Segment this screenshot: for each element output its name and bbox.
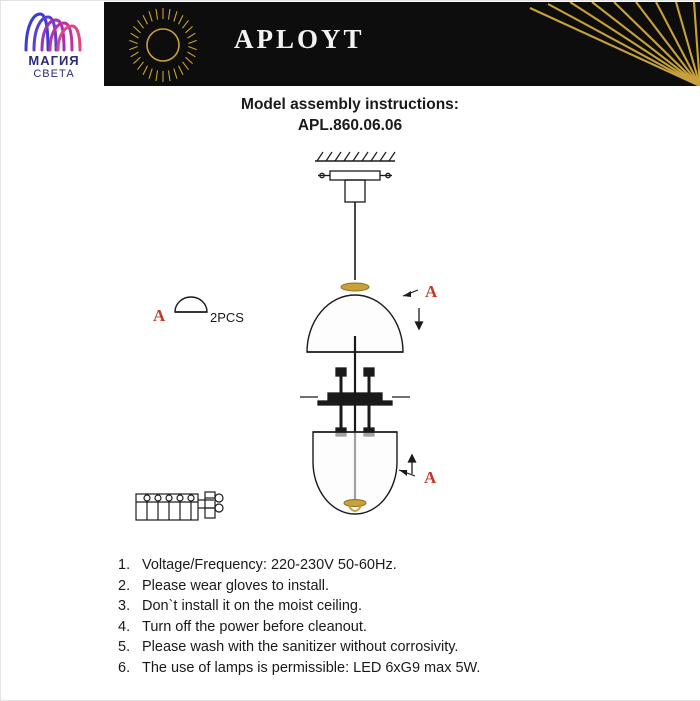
brand-banner-title: APLOYT: [234, 24, 365, 54]
half-dome-part-icon: [175, 297, 207, 312]
instruction-number: 6.: [118, 659, 131, 676]
instruction-text: Please wash with the sanitizer without corrosivity.: [142, 639, 459, 655]
legend-quantity: 2PCS: [210, 310, 244, 325]
callout-label-lower: A: [424, 468, 437, 487]
callout-upper: [403, 290, 418, 297]
instruction-number: 1.: [118, 557, 131, 573]
instruction-item: [118, 658, 678, 679]
sunburst-icon: [124, 6, 202, 84]
instruction-number: 4.: [118, 618, 131, 635]
instruction-text: The use of lamps is permissible: LED 6xG9 max 5W.: [142, 659, 481, 676]
arrow-down-icon: [416, 308, 423, 329]
brand-name: МАГИЯ: [28, 52, 80, 68]
page-header: [0, 0, 700, 88]
instruction-number: 5.: [118, 639, 131, 655]
brand-subtitle: СВЕТА: [33, 67, 75, 80]
callout-label-upper: A: [425, 282, 438, 301]
brand-logo: [6, 6, 102, 84]
top-cap-icon: [341, 283, 369, 291]
instruction-item: [118, 617, 678, 638]
instructions-list: [118, 555, 678, 678]
hatched-ceiling-icon: [315, 152, 395, 161]
instruction-item: [118, 555, 678, 576]
instruction-number: 2.: [118, 577, 131, 594]
instruction-item: [118, 576, 678, 597]
instruction-item: [118, 596, 678, 617]
terminal-block-wiring-icon: [136, 492, 223, 520]
instruction-text: Turn off the power before cleanout.: [142, 618, 367, 635]
assembly-diagram: [0, 140, 700, 540]
instruction-text: Don`t install it on the moist ceiling.: [142, 598, 363, 614]
legend-letter-a: A: [153, 306, 166, 325]
instruction-number: 3.: [118, 598, 131, 614]
page-title: Model assembly instructions:: [241, 96, 459, 113]
instruction-text: Voltage/Frequency: 220-230V 50-60Hz.: [142, 557, 397, 573]
wave-logo-icon: [18, 10, 90, 54]
mounting-plate-icon: [318, 171, 392, 202]
arrow-up-icon: [409, 455, 416, 474]
assembly-diagram-svg: [0, 140, 700, 540]
instruction-item: [118, 637, 678, 658]
rays-icon: [470, 2, 700, 86]
brand-banner: [104, 2, 700, 86]
instruction-text: Please wear gloves to install.: [142, 577, 329, 594]
model-code: APL.860.06.06: [297, 117, 403, 134]
